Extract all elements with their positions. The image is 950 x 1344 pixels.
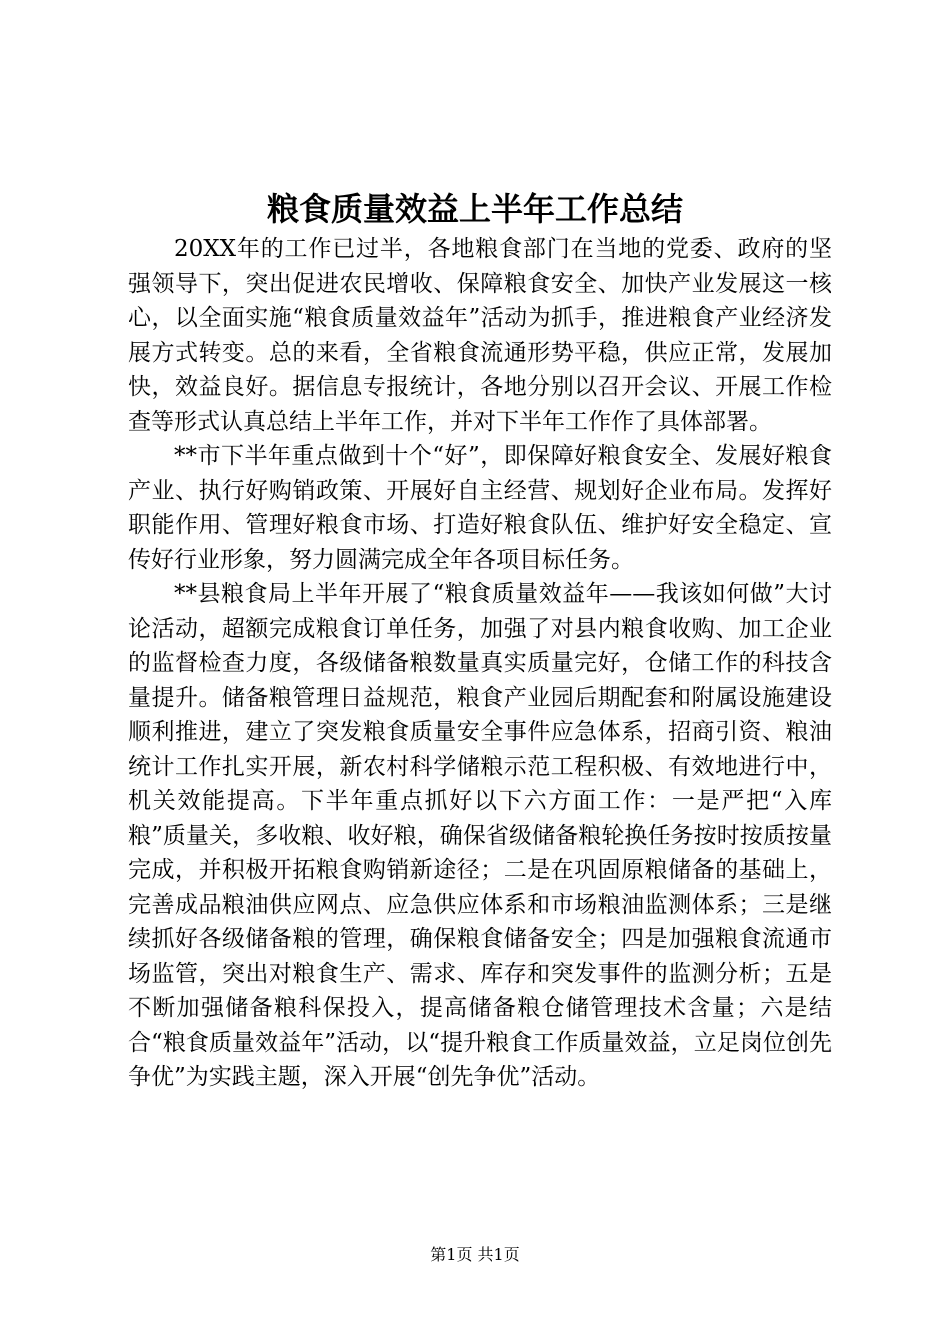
paragraph-3: **县粮食局上半年开展了“粮食质量效益年——我该如何做”大讨论活动，超额完成粮食订单任务，加强了对县内粮食收购、加工企业的监督检查力度，各级储备粮数量真实质量完好，仓储工作的科技含量提升。储备粮管理日益规范，粮食产业园后期配套和附属设施建设顺利推进，建立了突发粮食质量安全事件应急体系，招商引资、粮油统计工作扎实开展，新农村科学储粮示范工程积极、有效地进行中，机关效能提高。下半年重点抓好以下六方面工作：一是严把“入库粮”质量关，多收粮、收好粮，确保省级储备粮轮换任务按时按质按量完成，并积极开拓粮食购销新途径；二是在巩固原粮储备的基础上，完善成品粮油供应网点、应急供应体系和市场粮油监测体系；三是继续抓好各级储备粮的管理，确保粮食储备安全；四是加强粮食流通市场监管，突出对粮食生产、需求、库存和突发事件的监测分析；五是不断加强储备粮科保投入，提高储备粮仓储管理技术含量；六是结合“粮食质量效益年”活动，以“提升粮食工作质量效益，立足岗位创先争优”为实践主题，深入开展“创先争优”活动。 (128, 581, 832, 1090)
page-footer: 第1页 共1页 (430, 1245, 520, 1264)
paragraph-1: 20XX年的工作已过半，各地粮食部门在当地的党委、政府的坚强领导下，突出促进农民增收、保障粮食安全、加快产业发展这一核心，以全面实施“粮食质量效益年”活动为抓手，推进粮食产业经济发展方式转变。总的来看，全省粮食流通形势平稳，供应正常，发展加快，效益良好。据信息专报统计，各地分别以召开会议、开展工作检查等形式认真总结上半年工作，并对下半年工作作了具体部署。 (128, 236, 832, 435)
paragraph-2: **市下半年重点做到十个“好”，即保障好粮食安全、发展好粮食产业、执行好购销政策、开展好自主经营、规划好企业布局。发挥好职能作用、管理好粮食市场、打造好粮食队伍、维护好安全稳定、宣传好行业形象，努力圆满完成全年各项目标任务。 (128, 443, 832, 573)
document-title: 粮食质量效益上半年工作总结 (266, 190, 683, 228)
document-body (128, 232, 832, 1095)
